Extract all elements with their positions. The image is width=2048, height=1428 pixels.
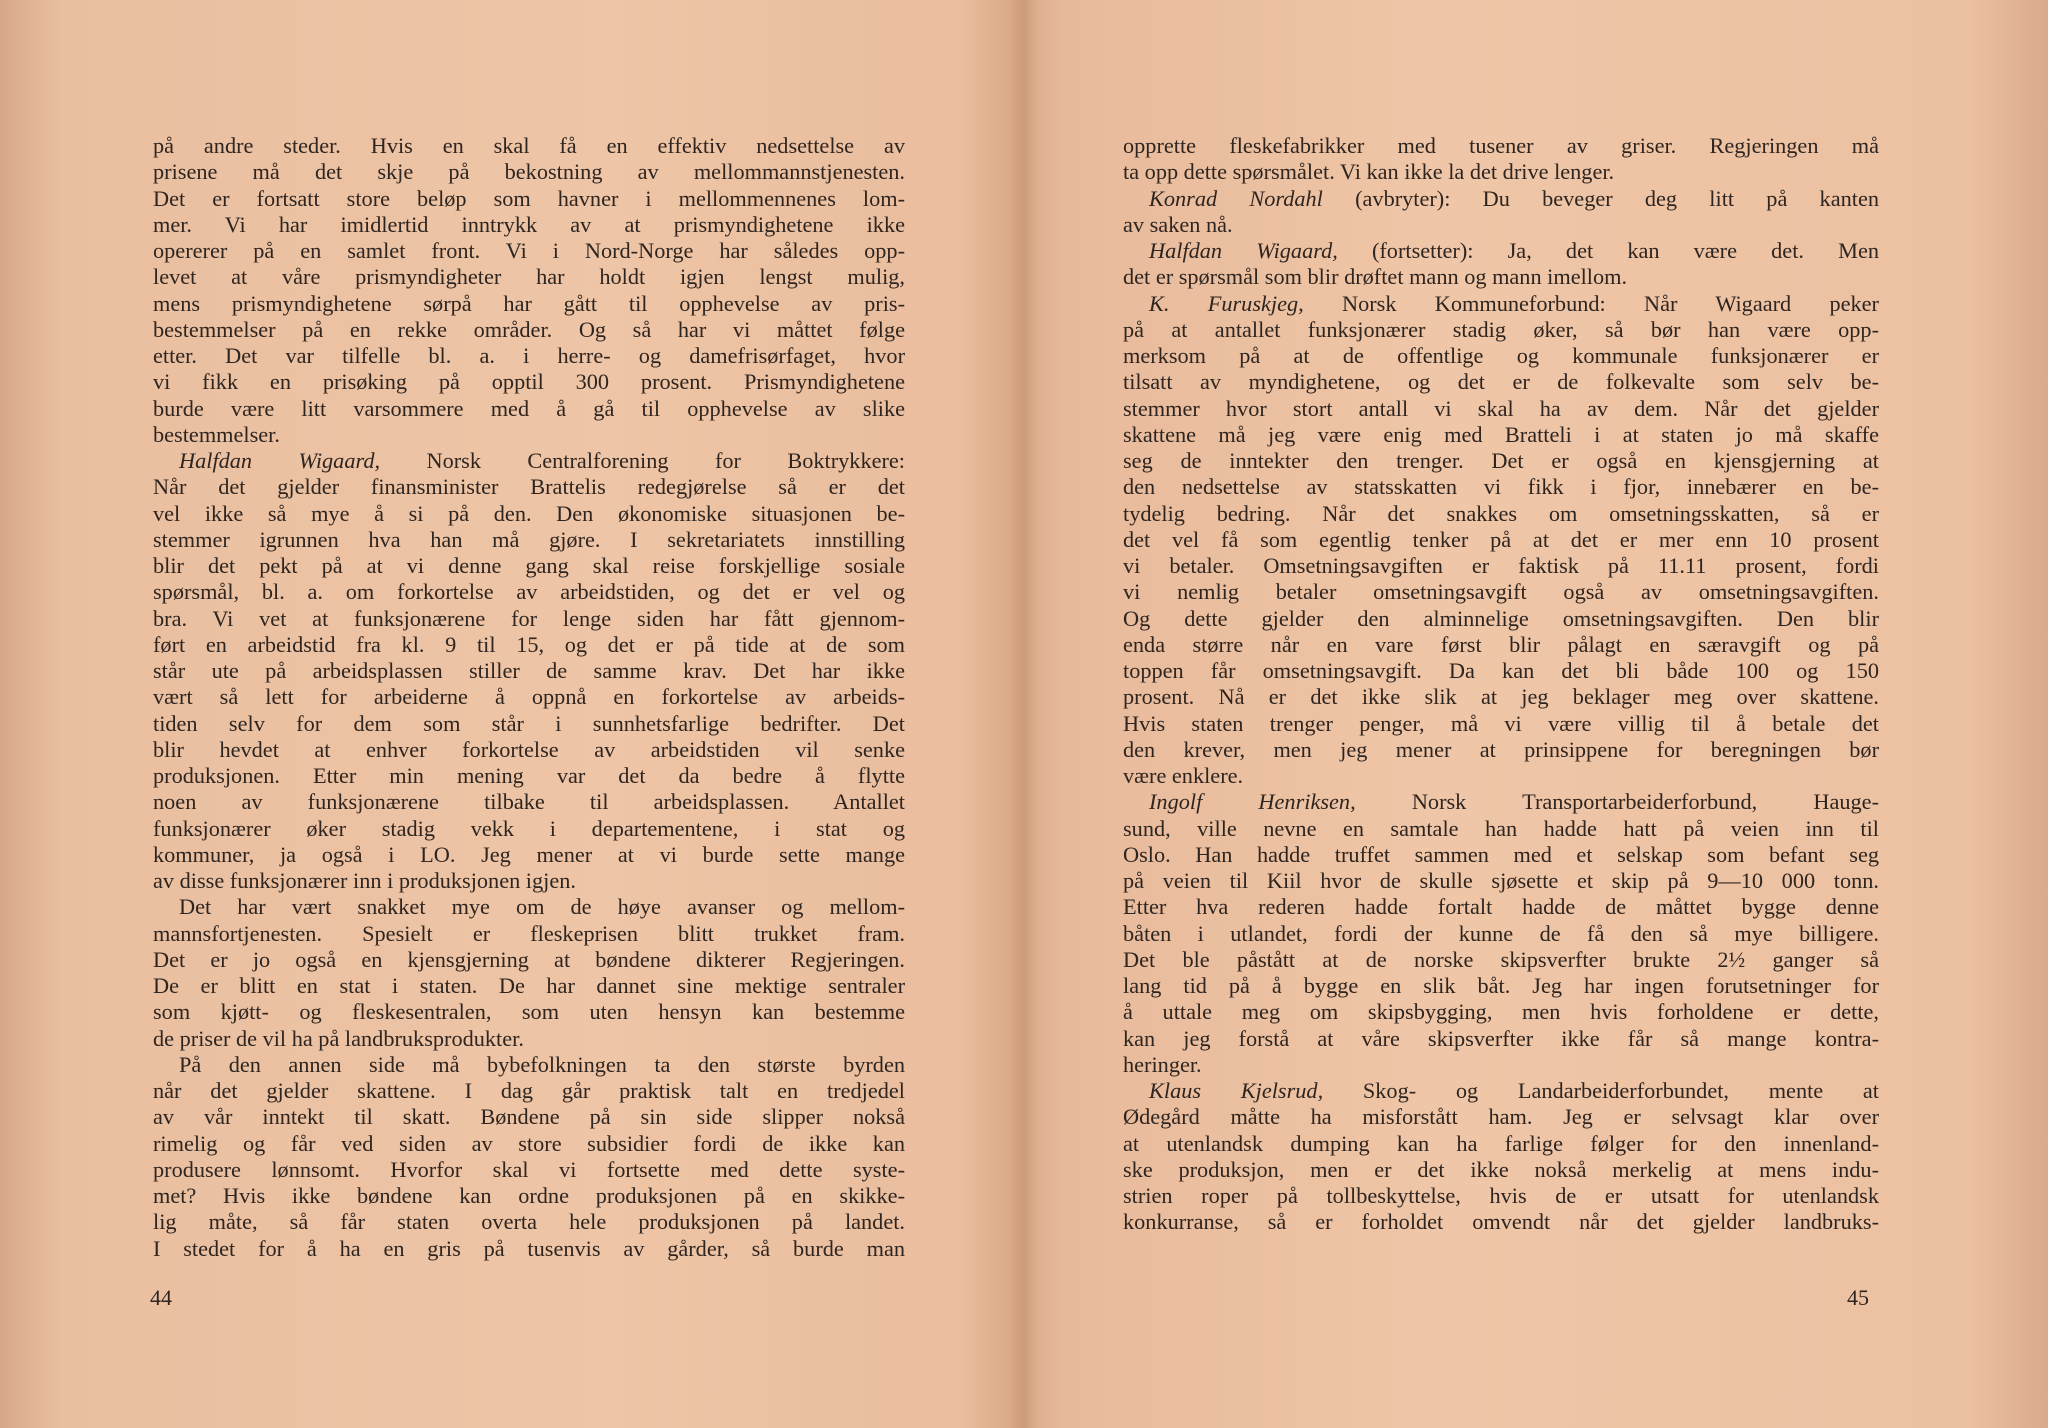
line-text: Etter hva rederen hadde fortalt hadde de måttet bygge denne: [1123, 894, 1879, 920]
text-line: [153, 737, 905, 763]
text-line: [153, 238, 905, 264]
speaker-name: Ingolf Henriksen,: [1149, 789, 1356, 815]
text-line: [1123, 868, 1879, 894]
text-line: [1123, 632, 1879, 658]
text-line: [153, 579, 905, 605]
text-line: [1123, 816, 1879, 842]
text-line: [153, 947, 905, 973]
text-line: [153, 501, 905, 527]
line-text: at utenlandsk dumping kan ha farlige følger for den innenland-: [1123, 1130, 1879, 1156]
text-line: [153, 317, 905, 343]
line-text: De er blitt en stat i staten. De har dannet sine mektige sentraler: [153, 973, 905, 998]
line-text: Det ble påstått at de norske skipsverfter brukte 2½ ganger så: [1123, 946, 1879, 972]
text-line: [153, 684, 905, 710]
text-line: [153, 369, 905, 395]
line-text: Det er jo også en kjensgjerning at bøndene dikterer Regjeringen.: [153, 946, 905, 972]
line-text: opererer på en samlet front. Vi i Nord-Norge har således opp-: [153, 238, 905, 263]
text-line: [1123, 159, 1879, 185]
line-text: Oslo. Han hadde truffet sammen med et selskap som befant seg: [1123, 841, 1879, 867]
line-text: de priser de vil ha på landbruksprodukter.: [153, 1025, 524, 1051]
text-line: [1123, 1209, 1879, 1235]
line-text: spørsmål, bl. a. om forkortelse av arbeidstiden, og det er vel og: [153, 579, 905, 605]
text-line: [1123, 737, 1879, 763]
text-line: [1123, 133, 1879, 159]
left-page: [0, 0, 1015, 1428]
line-text: ført en arbeidstid fra kl. 9 til 15, og det er på tide at de som: [153, 631, 905, 657]
text-line: [1123, 999, 1879, 1025]
text-line: [1123, 842, 1879, 868]
text-line: [153, 474, 905, 500]
text-line: [1123, 973, 1879, 999]
text-line: [153, 789, 905, 815]
text-line: [153, 553, 905, 579]
line-text: Norsk Transportarbeiderforbund, Hauge-: [1355, 789, 1879, 815]
line-text: bestemmelser.: [153, 421, 280, 447]
line-text: produksjonen. Etter min mening var det da bedre å flytte: [153, 763, 905, 788]
line-text: konkurranse, så er forholdet omvendt når det gjelder landbruks-: [1123, 1209, 1879, 1235]
text-line: [1123, 921, 1879, 947]
text-line: [1123, 1131, 1879, 1157]
line-text: av vår inntekt til skatt. Bøndene på sin side slipper nokså: [153, 1104, 905, 1130]
line-text: står ute på arbeidsplassen stiller de samme krav. Det har ikke: [153, 658, 905, 683]
text-line: [1123, 763, 1879, 789]
line-text: (avbryter): Du beveger deg litt på kanten: [1322, 185, 1879, 211]
text-line: [1123, 396, 1879, 422]
text-line: [153, 658, 905, 684]
text-line: [153, 1183, 905, 1209]
line-text: blir det pekt på at vi denne gang skal reise forskjellige sosiale: [153, 553, 905, 578]
text-line: [153, 422, 905, 448]
line-text: mens prismyndighetene sørpå har gått til opphevelse av pris-: [153, 290, 905, 316]
line-text: Og dette gjelder den alminnelige omsetningsavgiften. Den blir: [1123, 605, 1879, 631]
line-text: båten i utlandet, fordi der kunne de få den så mye billigere.: [1123, 920, 1879, 946]
text-line: [153, 816, 905, 842]
text-line: [153, 448, 905, 474]
text-line: [1123, 1183, 1879, 1209]
line-text: funksjonærer øker stadig vekk i departementene, i stat og: [153, 815, 905, 841]
line-text: (fortsetter): Ja, det kan være det. Men: [1337, 238, 1879, 263]
line-text: met? Hvis ikke bøndene kan ordne produksjonen på en skikke-: [153, 1183, 905, 1208]
right-page: [1025, 0, 2048, 1428]
text-line: [153, 186, 905, 212]
line-text: vi betaler. Omsetningsavgiften er faktisk på 11.11 prosent, fordi: [1123, 553, 1879, 578]
line-text: vi nemlig betaler omsetningsavgift også av omsetningsavgiften.: [1123, 579, 1879, 605]
right-page-text: [1123, 133, 1879, 1236]
text-line: [153, 1026, 905, 1052]
line-text: vel ikke så mye å si på den. Den økonomiske situasjonen be-: [153, 500, 905, 526]
text-line: [1123, 553, 1879, 579]
line-text: bra. Vi vet at funksjonærene for lenge siden har fått gjennom-: [153, 605, 905, 631]
text-line: [1123, 1026, 1879, 1052]
line-text: den krever, men jeg mener at prinsippene for beregningen bør: [1123, 736, 1879, 762]
text-line: [153, 763, 905, 789]
line-text: ske produksjon, men er det ikke nokså merkelig at mens indu-: [1123, 1156, 1879, 1182]
text-line: [1123, 343, 1879, 369]
line-text: Norsk Centralforening for Boktrykkere:: [380, 448, 906, 473]
text-line: [1123, 684, 1879, 710]
text-line: [1123, 238, 1879, 264]
line-text: I stedet for å ha en gris på tusenvis av gårder, så burde man: [153, 1235, 905, 1261]
text-line: [153, 1052, 905, 1078]
line-text: prosent. Nå er det ikke slik at jeg beklager meg over skattene.: [1123, 684, 1879, 710]
text-line: [1123, 501, 1879, 527]
line-text: kommuner, ja også i LO. Jeg mener at vi burde sette mange: [153, 841, 905, 867]
text-line: [153, 842, 905, 868]
text-line: [1123, 947, 1879, 973]
speaker-name: Halfdan Wigaard,: [1149, 238, 1338, 263]
line-text: rimelig og får ved siden av store subsidier fordi de ikke kan: [153, 1130, 905, 1156]
line-text: Det har vært snakket mye om de høye avanser og mellom-: [179, 894, 905, 920]
line-text: av disse funksjonærer inn i produksjonen igjen.: [153, 868, 576, 893]
text-line: [1123, 658, 1879, 684]
text-line: [1123, 1078, 1879, 1104]
text-line: [153, 1104, 905, 1130]
line-text: av saken nå.: [1123, 211, 1233, 237]
line-text: sund, ville nevne en samtale han hadde hatt på veien inn til: [1123, 815, 1879, 841]
line-text: produsere lønnsomt. Hvorfor skal vi fortsette med dette syste-: [153, 1156, 905, 1182]
line-text: Norsk Kommuneforbund: Når Wigaard peker: [1303, 290, 1879, 316]
text-line: [1123, 186, 1879, 212]
line-text: på andre steder. Hvis en skal få en effektiv nedsettelse av: [153, 133, 905, 158]
text-line: [1123, 474, 1879, 500]
line-text: på veien til Kiil hvor de skulle sjøsette et skip på 9—10 000 tonn.: [1123, 868, 1879, 893]
line-text: stemmer hvor stort antall vi skal ha av dem. Når det gjelder: [1123, 395, 1879, 421]
text-line: [153, 1078, 905, 1104]
line-text: merksom på at de offentlige og kommunale funksjonærer er: [1123, 343, 1879, 368]
line-text: toppen får omsetningsavgift. Da kan det bli både 100 og 150: [1123, 658, 1879, 683]
line-text: det vel få som egentlig tenker på at det er mer enn 10 prosent: [1123, 526, 1879, 552]
line-text: etter. Det var tilfelle bl. a. i herre- og damefrisørfaget, hvor: [153, 343, 905, 368]
text-line: [153, 711, 905, 737]
line-text: prisene må det skje på bekostning av mellommannstjenesten.: [153, 159, 905, 185]
text-line: [1123, 317, 1879, 343]
line-text: tydelig bedring. Når det snakkes om omsetningsskatten, så er: [1123, 500, 1879, 526]
text-line: [153, 921, 905, 947]
line-text: blir hevdet at enhver forkortelse av arbeidstiden vil senke: [153, 736, 905, 762]
line-text: Det er fortsatt store beløp som havner i mellommennenes lom-: [153, 185, 905, 211]
line-text: det er spørsmål som blir drøftet mann og mann imellom.: [1123, 264, 1628, 290]
line-text: den nedsettelse av statsskatten vi fikk i fjor, innebærer en be-: [1123, 474, 1879, 500]
line-text: mer. Vi har imidlertid inntrykk av at prismyndighetene ikke: [153, 211, 905, 237]
line-text: Skog- og Landarbeiderforbundet, mente at: [1323, 1078, 1879, 1103]
text-line: [153, 212, 905, 238]
text-line: [153, 1131, 905, 1157]
line-text: tiden selv for dem som står i sunnhetsfarlige bedrifter. Det: [153, 710, 905, 736]
text-line: [153, 1236, 905, 1262]
line-text: som kjøtt- og fleskesentralen, som uten hensyn kan bestemme: [153, 999, 905, 1025]
text-line: [1123, 1052, 1879, 1078]
text-line: [1123, 527, 1879, 553]
line-text: Når det gjelder finansminister Brattelis redegjørelse så er det: [153, 474, 905, 500]
line-text: lang tid på å bygge en slik båt. Jeg har ingen forutsetninger for: [1123, 973, 1879, 998]
line-text: Hvis staten trenger penger, må vi være villig til å betale det: [1123, 710, 1879, 736]
text-line: [1123, 789, 1879, 815]
line-text: opprette fleskefabrikker med tusener av griser. Regjeringen må: [1123, 133, 1879, 158]
text-line: [1123, 579, 1879, 605]
right-page-number: 45: [1847, 1285, 1869, 1310]
text-line: [153, 606, 905, 632]
text-line: [1123, 264, 1879, 290]
left-page-text: [153, 133, 905, 1262]
text-line: [153, 527, 905, 553]
line-text: Ødegård måtte ha misforstått ham. Jeg er selvsagt klar over: [1123, 1104, 1879, 1130]
text-line: [1123, 212, 1879, 238]
text-line: [153, 1157, 905, 1183]
line-text: når det gjelder skattene. I dag går praktisk talt en tredjedel: [153, 1078, 905, 1103]
text-line: [153, 159, 905, 185]
line-text: levet at våre prismyndigheter har holdt igjen lengst mulig,: [153, 264, 905, 290]
line-text: heringer.: [1123, 1051, 1202, 1077]
text-line: [153, 396, 905, 422]
text-line: [153, 973, 905, 999]
text-line: [1123, 448, 1879, 474]
text-line: [1123, 422, 1879, 448]
text-line: [1123, 606, 1879, 632]
text-line: [153, 632, 905, 658]
text-line: [153, 868, 905, 894]
text-line: [1123, 291, 1879, 317]
line-text: stemmer igrunnen hva han må gjøre. I sekretariatets innstilling: [153, 526, 905, 552]
line-text: enda større når en vare først blir pålagt en særavgift og på: [1123, 631, 1879, 657]
speaker-name: Halfdan Wigaard,: [179, 448, 381, 473]
line-text: tilsatt av myndighetene, og det er de folkevalte som selv be-: [1123, 369, 1879, 395]
line-text: strien roper på tollbeskyttelse, hvis de er utsatt for utenlandsk: [1123, 1183, 1879, 1208]
line-text: vært så lett for arbeiderne å oppnå en forkortelse av arbeids-: [153, 684, 905, 710]
line-text: lig måte, så får staten overta hele produksjonen på landet.: [153, 1209, 905, 1235]
text-line: [1123, 1157, 1879, 1183]
line-text: noen av funksjonærene tilbake til arbeidsplassen. Antallet: [153, 789, 905, 815]
line-text: være enklere.: [1123, 763, 1244, 788]
speaker-name: K. Furuskjeg,: [1149, 290, 1304, 316]
line-text: ta opp dette spørsmålet. Vi kan ikke la det drive lenger.: [1123, 159, 1615, 185]
text-line: [153, 894, 905, 920]
line-text: mannsfortjenesten. Spesielt er fleskeprisen blitt trukket fram.: [153, 920, 905, 946]
text-line: [153, 264, 905, 290]
line-text: vi fikk en prisøking på opptil 300 prosent. Prismyndighetene: [153, 369, 905, 395]
text-line: [153, 343, 905, 369]
speaker-name: Konrad Nordahl: [1149, 185, 1323, 211]
text-line: [1123, 711, 1879, 737]
line-text: burde være litt varsommere med å gå til opphevelse av slike: [153, 395, 905, 421]
line-text: kan jeg forstå at våre skipsverfter ikke får så mange kontra-: [1123, 1025, 1879, 1051]
line-text: på at antallet funksjonærer stadig øker, så bør han være opp-: [1123, 316, 1879, 342]
text-line: [153, 133, 905, 159]
text-line: [1123, 369, 1879, 395]
line-text: å uttale meg om skipsbygging, men hvis forholdene er dette,: [1123, 999, 1879, 1025]
line-text: seg de inntekter den trenger. Det er også en kjensgjerning at: [1123, 448, 1879, 473]
speaker-name: Klaus Kjelsrud,: [1149, 1078, 1324, 1103]
text-line: [153, 291, 905, 317]
line-text: skattene må jeg være enig med Bratteli i at staten jo må skaffe: [1123, 421, 1879, 447]
text-line: [153, 1209, 905, 1235]
text-line: [1123, 894, 1879, 920]
line-text: På den annen side må bybefolkningen ta den største byrden: [179, 1051, 905, 1077]
text-line: [153, 999, 905, 1025]
text-line: [1123, 1104, 1879, 1130]
left-page-number: 44: [150, 1285, 172, 1310]
line-text: bestemmelser på en rekke områder. Og så har vi måttet følge: [153, 316, 905, 342]
